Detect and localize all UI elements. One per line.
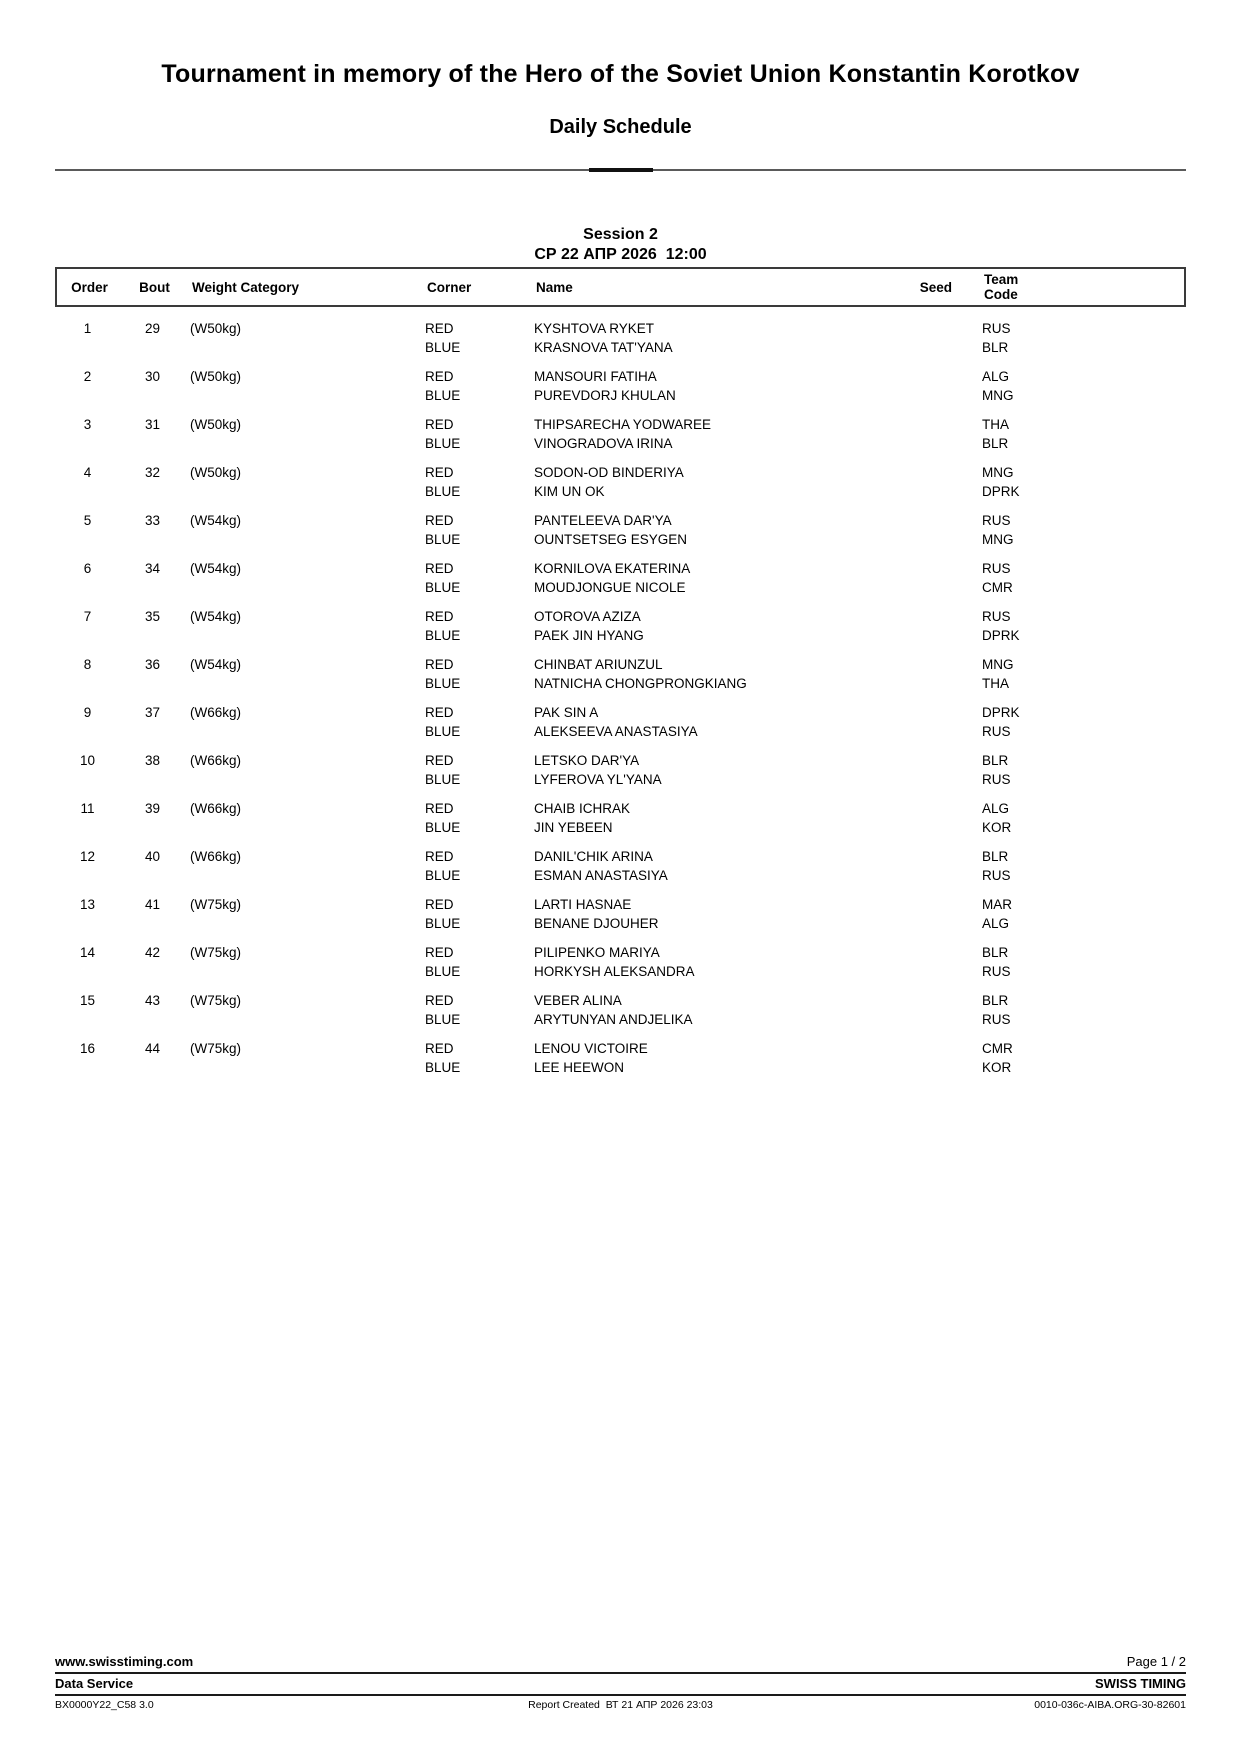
red-boxer-name: LARTI HASNAE — [534, 897, 632, 912]
col-header-order: Order — [71, 279, 108, 295]
team-code-cell — [950, 751, 1186, 789]
name-cell — [530, 703, 905, 741]
red-team-code: ALG — [982, 369, 1010, 384]
red-team-code: CMR — [982, 1041, 1013, 1056]
team-code-cell — [950, 511, 1186, 549]
team-code-cell — [950, 319, 1186, 357]
seed-cell — [905, 751, 950, 789]
red-corner-label: RED — [425, 369, 454, 384]
bout-number-cell: 32 — [144, 465, 161, 480]
order-cell: 13 — [79, 897, 96, 912]
red-corner-label: RED — [425, 993, 454, 1008]
blue-team-code: DPRK — [982, 484, 1020, 499]
footer-website: www.swisstiming.com — [55, 1654, 194, 1669]
red-boxer-name: PILIPENKO MARIYA — [534, 945, 660, 960]
red-team-code: DPRK — [982, 705, 1020, 720]
red-corner-label: RED — [425, 1041, 454, 1056]
corner-cell — [420, 511, 530, 549]
weight-category-cell: (W54kg) — [190, 513, 242, 528]
name-cell — [530, 991, 905, 1029]
bout-number-cell: 31 — [144, 417, 161, 432]
blue-boxer-name: BENANE DJOUHER — [534, 916, 659, 931]
name-cell — [530, 895, 905, 933]
bout-number-cell: 36 — [144, 657, 161, 672]
name-cell — [530, 463, 905, 501]
name-cell — [530, 415, 905, 453]
corner-cell — [420, 991, 530, 1029]
seed-cell — [905, 511, 950, 549]
blue-corner-label: BLUE — [425, 1012, 461, 1027]
bout-row — [55, 847, 1186, 885]
order-cell: 10 — [79, 753, 96, 768]
blue-team-code: RUS — [982, 964, 1011, 979]
weight-category-cell: (W54kg) — [190, 561, 242, 576]
order-cell: 15 — [79, 993, 96, 1008]
footer-report-created: Report Created ВТ 21 АПР 2026 23:03 — [528, 1699, 713, 1711]
bout-number-cell: 37 — [144, 705, 161, 720]
seed-cell — [905, 463, 950, 501]
bout-number-cell: 38 — [144, 753, 161, 768]
blue-boxer-name: OUNTSETSEG ESYGEN — [534, 532, 688, 547]
blue-boxer-name: NATNICHA CHONGPRONGKIANG — [534, 676, 747, 691]
red-team-code: RUS — [982, 561, 1011, 576]
red-corner-label: RED — [425, 705, 454, 720]
red-boxer-name: CHINBAT ARIUNZUL — [534, 657, 663, 672]
blue-team-code: RUS — [982, 772, 1011, 787]
weight-category-cell: (W54kg) — [190, 657, 242, 672]
weight-category-cell: (W66kg) — [190, 753, 242, 768]
session-name: Session 2 — [583, 226, 658, 243]
red-boxer-name: PAK SIN A — [534, 705, 599, 720]
seed-cell — [905, 415, 950, 453]
blue-boxer-name: ESMAN ANASTASIYA — [534, 868, 668, 883]
blue-corner-label: BLUE — [425, 1060, 461, 1075]
weight-category-cell: (W75kg) — [190, 1041, 242, 1056]
page-title: Tournament in memory of the Hero of the Soviet Union Konstantin Korotkov — [161, 60, 1080, 88]
red-team-code: BLR — [982, 849, 1009, 864]
bout-row — [55, 319, 1186, 357]
footer-page-info: Page 1 / 2 — [1126, 1654, 1186, 1669]
blue-team-code: BLR — [982, 340, 1009, 355]
blue-boxer-name: LEE HEEWON — [534, 1060, 625, 1075]
bout-number-cell: 35 — [144, 609, 161, 624]
corner-cell — [420, 415, 530, 453]
blue-team-code: THA — [982, 676, 1009, 691]
red-team-code: ALG — [982, 801, 1010, 816]
blue-corner-label: BLUE — [425, 628, 461, 643]
weight-category-cell: (W66kg) — [190, 849, 242, 864]
blue-team-code: MNG — [982, 532, 1014, 547]
order-cell: 5 — [83, 513, 92, 528]
name-cell — [530, 559, 905, 597]
seed-cell — [905, 943, 950, 981]
bout-row — [55, 367, 1186, 405]
name-cell — [530, 1039, 905, 1077]
red-boxer-name: THIPSARECHA YODWAREE — [534, 417, 712, 432]
weight-category-cell: (W50kg) — [190, 465, 242, 480]
team-code-cell — [950, 943, 1186, 981]
weight-category-cell: (W75kg) — [190, 897, 242, 912]
team-code-cell — [950, 703, 1186, 741]
session-datetime: СР 22 АПР 2026 12:00 — [534, 246, 707, 263]
name-cell — [530, 607, 905, 645]
name-cell — [530, 943, 905, 981]
red-team-code: BLR — [982, 753, 1009, 768]
col-header-weight: Weight Category — [192, 279, 300, 295]
blue-corner-label: BLUE — [425, 340, 461, 355]
bout-row — [55, 463, 1186, 501]
red-team-code: RUS — [982, 321, 1011, 336]
red-boxer-name: SODON-OD BINDERIYA — [534, 465, 684, 480]
table-header-row — [55, 267, 1186, 307]
bout-number-cell: 39 — [144, 801, 161, 816]
footer-service: Data Service — [55, 1676, 134, 1691]
order-cell: 12 — [79, 849, 96, 864]
blue-boxer-name: VINOGRADOVA IRINA — [534, 436, 673, 451]
team-code-cell — [950, 559, 1186, 597]
red-corner-label: RED — [425, 849, 454, 864]
team-code-cell — [950, 463, 1186, 501]
blue-team-code: ALG — [982, 916, 1010, 931]
seed-cell — [905, 319, 950, 357]
blue-corner-label: BLUE — [425, 964, 461, 979]
seed-cell — [905, 895, 950, 933]
team-code-cell — [950, 847, 1186, 885]
red-team-code: THA — [982, 417, 1009, 432]
bout-number-cell: 34 — [144, 561, 161, 576]
order-cell: 4 — [83, 465, 92, 480]
team-code-cell — [950, 415, 1186, 453]
red-team-code: BLR — [982, 993, 1009, 1008]
name-cell — [530, 511, 905, 549]
blue-corner-label: BLUE — [425, 532, 461, 547]
bout-row — [55, 943, 1186, 981]
blue-corner-label: BLUE — [425, 388, 461, 403]
order-cell: 9 — [83, 705, 92, 720]
red-boxer-name: MANSOURI FATIHA — [534, 369, 657, 384]
blue-boxer-name: KRASNOVA TAT'YANA — [534, 340, 673, 355]
team-code-cell — [950, 799, 1186, 837]
weight-category-cell: (W66kg) — [190, 705, 242, 720]
corner-cell — [420, 703, 530, 741]
team-code-cell — [950, 367, 1186, 405]
corner-cell — [420, 655, 530, 693]
blue-boxer-name: KIM UN OK — [534, 484, 605, 499]
col-header-seed: Seed — [919, 279, 952, 295]
bout-row — [55, 751, 1186, 789]
name-cell — [530, 847, 905, 885]
col-header-name: Name — [536, 279, 573, 295]
seed-cell — [905, 655, 950, 693]
footer-doc-id: 0010-036c-AIBA.ORG-30-82601 — [1034, 1699, 1186, 1711]
corner-cell — [420, 463, 530, 501]
header-divider — [55, 168, 1186, 172]
col-header-bout: Bout — [139, 279, 170, 295]
blue-corner-label: BLUE — [425, 868, 461, 883]
col-header-corner: Corner — [427, 279, 472, 295]
red-corner-label: RED — [425, 753, 454, 768]
weight-category-cell: (W75kg) — [190, 993, 242, 1008]
seed-cell — [905, 607, 950, 645]
weight-category-cell: (W66kg) — [190, 801, 242, 816]
red-team-code: BLR — [982, 945, 1009, 960]
corner-cell — [420, 607, 530, 645]
team-code-cell — [950, 895, 1186, 933]
blue-corner-label: BLUE — [425, 676, 461, 691]
seed-cell — [905, 367, 950, 405]
bout-row — [55, 415, 1186, 453]
weight-category-cell: (W50kg) — [190, 321, 242, 336]
col-header-team-code: Team Code — [984, 272, 1019, 302]
seed-cell — [905, 559, 950, 597]
bout-row — [55, 703, 1186, 741]
team-code-cell — [950, 991, 1186, 1029]
name-cell — [530, 655, 905, 693]
corner-cell — [420, 559, 530, 597]
blue-boxer-name: JIN YEBEEN — [534, 820, 613, 835]
red-team-code: MAR — [982, 897, 1012, 912]
corner-cell — [420, 751, 530, 789]
bout-row — [55, 799, 1186, 837]
team-code-cell — [950, 607, 1186, 645]
seed-cell — [905, 1039, 950, 1077]
order-cell: 8 — [83, 657, 92, 672]
bout-number-cell: 33 — [144, 513, 161, 528]
bout-number-cell: 42 — [144, 945, 161, 960]
red-boxer-name: KORNILOVA EKATERINA — [534, 561, 691, 576]
corner-cell — [420, 943, 530, 981]
weight-category-cell: (W75kg) — [190, 945, 242, 960]
blue-boxer-name: ARYTUNYAN ANDJELIKA — [534, 1012, 693, 1027]
blue-team-code: DPRK — [982, 628, 1020, 643]
red-boxer-name: LENOU VICTOIRE — [534, 1041, 648, 1056]
red-boxer-name: VEBER ALINA — [534, 993, 622, 1008]
red-team-code: MNG — [982, 465, 1014, 480]
red-corner-label: RED — [425, 417, 454, 432]
schedule-table — [55, 267, 1186, 1077]
bout-list — [55, 307, 1186, 1077]
corner-cell — [420, 367, 530, 405]
red-boxer-name: CHAIB ICHRAK — [534, 801, 631, 816]
order-cell: 16 — [79, 1041, 96, 1056]
corner-cell — [420, 895, 530, 933]
red-corner-label: RED — [425, 561, 454, 576]
page-subtitle: Daily Schedule — [549, 116, 692, 138]
bout-row — [55, 655, 1186, 693]
bout-number-cell: 43 — [144, 993, 161, 1008]
name-cell — [530, 319, 905, 357]
divider-center-mark — [589, 168, 653, 172]
bout-row — [55, 511, 1186, 549]
blue-team-code: BLR — [982, 436, 1009, 451]
blue-boxer-name: MOUDJONGUE NICOLE — [534, 580, 686, 595]
corner-cell — [420, 847, 530, 885]
red-boxer-name: PANTELEEVA DAR'YA — [534, 513, 672, 528]
blue-boxer-name: PAEK JIN HYANG — [534, 628, 644, 643]
blue-corner-label: BLUE — [425, 580, 461, 595]
blue-team-code: KOR — [982, 1060, 1012, 1075]
bout-number-cell: 44 — [144, 1041, 161, 1056]
seed-cell — [905, 703, 950, 741]
blue-team-code: RUS — [982, 868, 1011, 883]
blue-corner-label: BLUE — [425, 820, 461, 835]
bout-row — [55, 559, 1186, 597]
blue-boxer-name: LYFEROVA YL'YANA — [534, 772, 662, 787]
blue-team-code: RUS — [982, 1012, 1011, 1027]
red-team-code: MNG — [982, 657, 1014, 672]
red-team-code: RUS — [982, 513, 1011, 528]
blue-corner-label: BLUE — [425, 724, 461, 739]
order-cell: 2 — [83, 369, 92, 384]
session-header — [0, 225, 1241, 265]
seed-cell — [905, 991, 950, 1029]
blue-team-code: MNG — [982, 388, 1014, 403]
corner-cell — [420, 319, 530, 357]
blue-boxer-name: PUREVDORJ KHULAN — [534, 388, 676, 403]
bout-number-cell: 41 — [144, 897, 161, 912]
page-footer — [55, 1654, 1186, 1711]
blue-corner-label: BLUE — [425, 436, 461, 451]
bout-number-cell: 30 — [144, 369, 161, 384]
blue-boxer-name: ALEKSEEVA ANASTASIYA — [534, 724, 698, 739]
bout-row — [55, 1039, 1186, 1077]
seed-cell — [905, 799, 950, 837]
red-corner-label: RED — [425, 321, 454, 336]
name-cell — [530, 799, 905, 837]
seed-cell — [905, 847, 950, 885]
footer-report-code: BX0000Y22_C58 3.0 — [55, 1699, 154, 1711]
red-team-code: RUS — [982, 609, 1011, 624]
order-cell: 1 — [83, 321, 92, 336]
red-corner-label: RED — [425, 897, 454, 912]
weight-category-cell: (W54kg) — [190, 609, 242, 624]
name-cell — [530, 367, 905, 405]
red-corner-label: RED — [425, 465, 454, 480]
bout-number-cell: 29 — [144, 321, 161, 336]
bout-row — [55, 895, 1186, 933]
team-code-cell — [950, 655, 1186, 693]
red-corner-label: RED — [425, 513, 454, 528]
corner-cell — [420, 1039, 530, 1077]
order-cell: 7 — [83, 609, 92, 624]
red-corner-label: RED — [425, 657, 454, 672]
team-code-cell — [950, 1039, 1186, 1077]
blue-team-code: CMR — [982, 580, 1013, 595]
footer-brand: SWISS TIMING — [1095, 1676, 1186, 1691]
red-corner-label: RED — [425, 945, 454, 960]
order-cell: 14 — [79, 945, 96, 960]
blue-boxer-name: HORKYSH ALEKSANDRA — [534, 964, 695, 979]
red-boxer-name: DANIL'CHIK ARINA — [534, 849, 653, 864]
bout-number-cell: 40 — [144, 849, 161, 864]
name-cell — [530, 751, 905, 789]
blue-corner-label: BLUE — [425, 484, 461, 499]
blue-corner-label: BLUE — [425, 772, 461, 787]
red-corner-label: RED — [425, 609, 454, 624]
order-cell: 6 — [83, 561, 92, 576]
corner-cell — [420, 799, 530, 837]
weight-category-cell: (W50kg) — [190, 369, 242, 384]
blue-team-code: RUS — [982, 724, 1011, 739]
blue-corner-label: BLUE — [425, 916, 461, 931]
red-boxer-name: OTOROVA AZIZA — [534, 609, 641, 624]
red-boxer-name: LETSKO DAR'YA — [534, 753, 640, 768]
order-cell: 3 — [83, 417, 92, 432]
blue-team-code: KOR — [982, 820, 1012, 835]
red-boxer-name: KYSHTOVA RYKET — [534, 321, 655, 336]
weight-category-cell: (W50kg) — [190, 417, 242, 432]
order-cell: 11 — [80, 801, 95, 816]
bout-row — [55, 991, 1186, 1029]
bout-row — [55, 607, 1186, 645]
red-corner-label: RED — [425, 801, 454, 816]
